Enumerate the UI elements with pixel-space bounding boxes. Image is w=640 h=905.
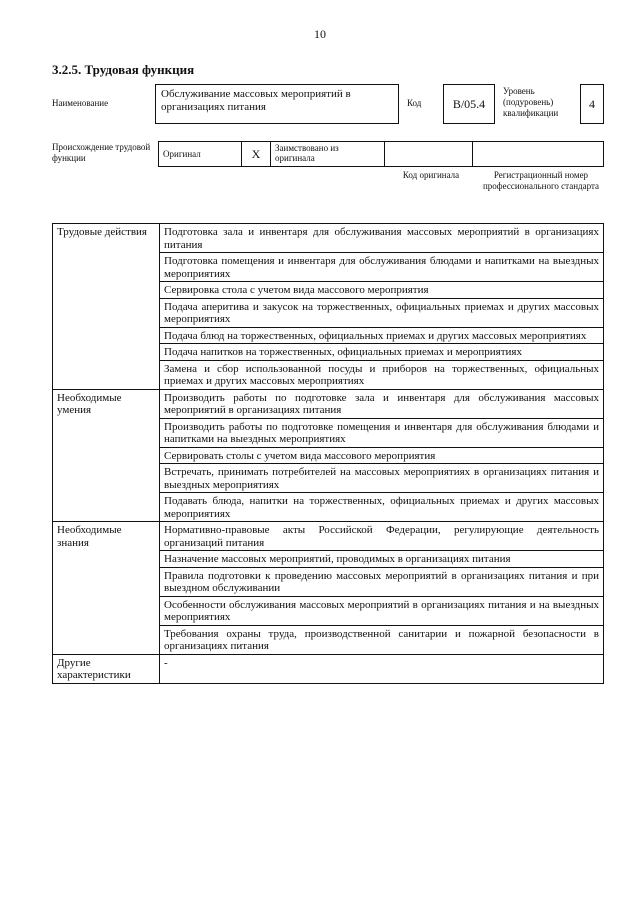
item-cell: Встречать, принимать потребителей на массовых мероприятиях в организациях питания и выездных мероприятиях bbox=[160, 464, 604, 493]
code-original-caption: Код оригинала bbox=[402, 170, 460, 180]
item-cell: Сервировать столы с учетом вида массового мероприятия bbox=[160, 447, 604, 464]
original-mark: X bbox=[251, 147, 261, 161]
item-cell: Назначение массовых мероприятий, проводимых в организациях питания bbox=[160, 551, 604, 568]
original-cell bbox=[158, 141, 242, 167]
table-row bbox=[53, 224, 604, 253]
item-cell: Подготовка помещения и инвентаря для обслуживания блюдами и напитками на выездных мероприятиях bbox=[160, 253, 604, 282]
item-cell: Подготовка зала и инвентаря для обслуживания массовых мероприятий в организациях питания bbox=[160, 224, 604, 253]
function-name-box: Обслуживание массовых мероприятий в организациях питания bbox=[155, 84, 399, 124]
item-cell: Подавать блюда, напитки на торжественных, официальных приемах и других массовых мероприятиях bbox=[160, 493, 604, 522]
item-cell: Правила подготовки к проведению массовых мероприятий в организациях питания и при выездном обслуживании bbox=[160, 567, 604, 596]
item-cell: Замена и сбор использованной посуды и приборов на торжественных, официальных приемах и других массовых мероприятиях bbox=[160, 360, 604, 389]
item-cell: Нормативно-правовые акты Российской Федерации, регулирующие деятельность организаций питания bbox=[160, 522, 604, 551]
table-row bbox=[53, 389, 604, 418]
table-row bbox=[53, 522, 604, 551]
origin-grid bbox=[158, 141, 604, 167]
section-title-cell: Необходимые умения bbox=[53, 389, 160, 522]
page-number: 10 bbox=[314, 27, 326, 41]
item-cell: Требования охраны труда, производственной санитарии и пожарной безопасности в организациях питания bbox=[160, 625, 604, 654]
code-label: Код bbox=[407, 98, 422, 108]
borrowed-label: Заимствовано из оригинала bbox=[275, 143, 339, 163]
reg-number-caption: Регистрационный номер профессионального стандарта bbox=[482, 170, 600, 191]
item-cell: Сервировка стола с учетом вида массового мероприятия bbox=[160, 282, 604, 299]
borrowed-cell bbox=[270, 141, 385, 167]
name-label: Наименование bbox=[52, 98, 109, 108]
origin-label: Происхождение трудовой функции bbox=[52, 142, 151, 163]
section-title-cell: Другие характеристики bbox=[53, 654, 160, 683]
item-cell: Подача аперитива и закусок на торжественных, официальных приемах и других массовых мероприятиях bbox=[160, 298, 604, 327]
item-cell: Производить работы по подготовке помещения и инвентаря для обслуживания блюдами и напитками на выездных мероприятиях bbox=[160, 418, 604, 447]
section-title-cell: Трудовые действия bbox=[53, 224, 160, 390]
item-cell: Подача напитков на торжественных, официальных приемах и мероприятиях bbox=[160, 344, 604, 361]
item-cell: - bbox=[160, 654, 604, 683]
section-title: 3.2.5. Трудовая функция bbox=[52, 62, 195, 77]
original-label: Оригинал bbox=[163, 149, 201, 159]
level-label: Уровень (подуровень) квалификации bbox=[503, 86, 559, 118]
level-value-box: 4 bbox=[580, 84, 604, 124]
item-cell: Производить работы по подготовке зала и инвентаря для обслуживания массовых мероприятий в организациях питания bbox=[160, 389, 604, 418]
section-title-cell: Необходимые знания bbox=[53, 522, 160, 655]
function-table bbox=[52, 223, 604, 684]
code-value-box: B/05.4 bbox=[443, 84, 495, 124]
item-cell: Особенности обслуживания массовых мероприятий в организациях питания и на выездных мероприятиях bbox=[160, 596, 604, 625]
reg-number-cell bbox=[472, 141, 604, 167]
table-row bbox=[53, 654, 604, 683]
code-original-cell bbox=[384, 141, 473, 167]
original-mark-cell bbox=[241, 141, 271, 167]
item-cell: Подача блюд на торжественных, официальных приемах и других массовых мероприятиях bbox=[160, 327, 604, 344]
